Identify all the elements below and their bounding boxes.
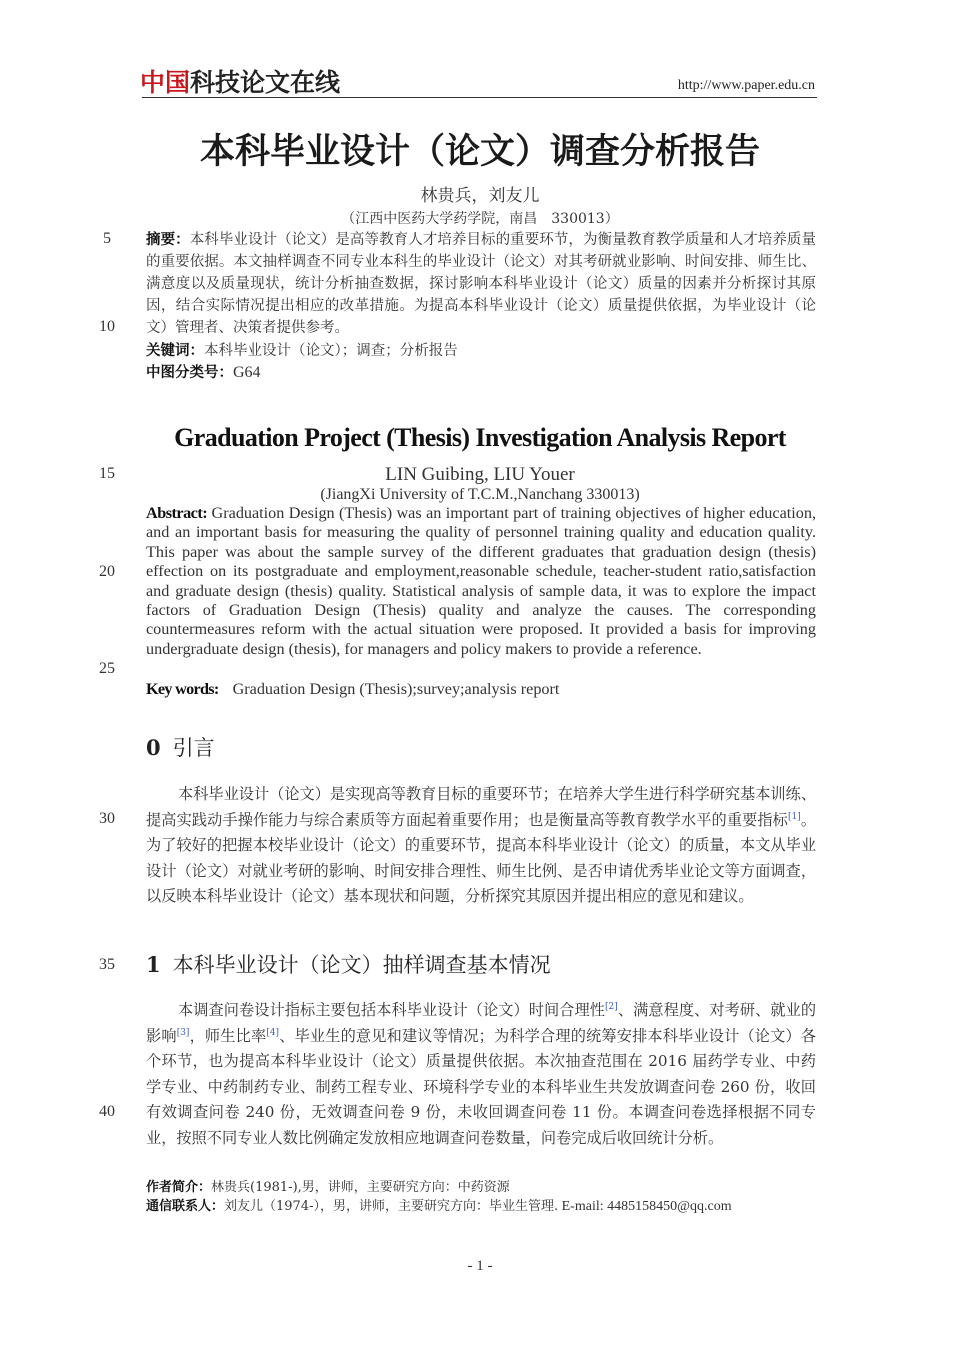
footnote-text: 林贵兵(1981-),男，讲师，主要研究方向：中药资源 [211, 1180, 510, 1195]
paragraph-text: 。为了较好的把握本校毕业设计（论文）的重要环节，提高本科毕业设计（论文）的质量，本文从毕业设计（论文）对就业考研的影响、时间安排合理性、师生比例、是否申请优秀毕业论文等方面调查，以反映本科毕业设计（论文）基本现状和问题，分析探究其原因并提出相应的意见和建议。 [146, 810, 817, 905]
paragraph-text: ，师生比率 [189, 1026, 267, 1045]
footnote-label: 作者简介： [146, 1180, 212, 1195]
keywords-english [146, 679, 816, 699]
logo-dark-text: 科技论文在线 [190, 68, 341, 97]
abstract-text-english: Graduation Design (Thesis) was an important part of training objectives of higher education, and an important basis for measuring the quality of personnel training quality and education quality. This paper was about the sample survey of the different graduates that graduation design (thesis) effection on its postgraduate and employment,reasonable schedule, teacher-student ratio,satisfaction and graduate design (thesis) quality. Statistical analysis of sample data, it was to explore the impact factors of Graduation Design (Thesis) quality and analyze the causes. The corresponding countermeasures reform with the actual situation were proposed. It provided a basis for improving undergraduate design (thesis), for managers and policy makers to provide a reference. [146, 504, 816, 658]
citation-link[interactable]: [1] [787, 811, 801, 822]
site-logo[interactable] [140, 66, 340, 100]
abstract-chinese [146, 229, 816, 339]
line-number: 15 [99, 465, 115, 482]
paragraph-text: 、毕业生的意见和建议等情况；为科学合理的统筹安排本科毕业设计（论文）各个环节，也为提高本科毕业设计（论文）质量提供依据。本次抽查范围在 2016 届药学专业、中药学专业、中药制药专业、制药工程专业、环境科学专业的本科毕业生共发放调查问卷 260 份，收回有效调查问卷 240 份，无效调查问卷 9 份，未收回调查问卷 11 份。本调查问卷选择根据不同专业，按照不同专业人数比例确定发放相应地调查问卷数量，问卷完成后收回统计分析。 [146, 1026, 817, 1147]
keywords-chinese [146, 340, 816, 362]
keywords-text-chinese: 本科毕业设计（论文）；调查；分析报告 [204, 343, 458, 359]
citation-link[interactable]: [2] [605, 1001, 618, 1012]
section-heading-introduction [146, 733, 215, 763]
paragraph-text: 本调查问卷设计指标主要包括本科毕业设计（论文）时间合理性 [178, 1001, 606, 1019]
site-url[interactable]: http://www.paper.edu.cn [677, 78, 815, 93]
line-number: 30 [99, 810, 115, 827]
authors-english: LIN Guibing, LIU Youer [385, 464, 575, 485]
footnote-author-bio [146, 1178, 816, 1197]
line-number: 5 [103, 230, 111, 247]
logo-red-text: 中国 [140, 68, 191, 97]
citation-link[interactable]: [4] [266, 1027, 280, 1038]
section-number: 1 [146, 952, 161, 977]
section-title: 本科毕业设计（论文）抽样调查基本情况 [172, 953, 551, 977]
section-title: 引言 [172, 736, 215, 760]
classification-label: 中图分类号： [146, 365, 233, 381]
classification-number [146, 362, 816, 384]
classification-value: G64 [233, 364, 261, 381]
title-chinese: 本科毕业设计（论文）调查分析报告 [199, 132, 760, 172]
paragraph-text: 、满意程度、对考研、就业的影响 [146, 1001, 817, 1045]
keywords-label-chinese: 关键词： [146, 343, 204, 359]
line-number: 35 [99, 956, 115, 973]
keywords-text-english: Graduation Design (Thesis);survey;analysis report [232, 680, 560, 698]
header-divider [142, 97, 817, 98]
footnote-label: 通信联系人： [146, 1199, 225, 1214]
line-number: 25 [99, 660, 115, 677]
footnote-text: 刘友儿（1974-），男，讲师，主要研究方向：毕业生管理. [224, 1199, 559, 1214]
section-heading-survey [146, 950, 551, 980]
line-number: 10 [99, 318, 115, 335]
abstract-label-chinese: 摘要： [146, 232, 190, 248]
authors-chinese: 林贵兵，刘友儿 [420, 186, 540, 206]
survey-paragraph [146, 998, 816, 1151]
title-english: Graduation Project (Thesis) Investigation Analysis Report [174, 423, 786, 452]
paragraph-text: 本科毕业设计（论文）是实现高等教育目标的重要环节；在培养大学生进行科学研究基本训练、提高实践动手操作能力与综合素质等方面起着重要作用；也是衡量高等教育教学水平的重要指标 [146, 785, 816, 829]
affiliation-english: (JiangXi University of T.C.M.,Nanchang 330013) [320, 486, 640, 503]
footnote-contact [146, 1197, 816, 1216]
introduction-paragraph [146, 782, 816, 910]
line-number: 40 [99, 1103, 115, 1120]
citation-link[interactable]: [3] [176, 1027, 190, 1038]
page-number: - 1 - [467, 1258, 493, 1274]
abstract-text-chinese: 本科毕业设计（论文）是高等教育人才培养目标的重要环节，为衡量教育教学质量和人才培养质量的重要依据。本文抽样调查不同专业本科生的毕业设计（论文）对其考研就业影响、时间安排、师生比、满意度以及质量现状，统计分析抽查数据，探讨影响本科毕业设计（论文）质量的因素并分析探讨其原因，结合实际情况提出相应的改革措施。为提高本科毕业设计（论文）质量提供依据，为毕业设计（论文）管理者、决策者提供参考。 [146, 232, 816, 336]
contact-email[interactable]: E-mail: 4485158450@qq.com [558, 1199, 732, 1214]
section-number: 0 [146, 735, 161, 760]
keywords-label-english: Key words: [146, 680, 219, 698]
abstract-label-english: Abstract: [146, 504, 208, 522]
line-number: 20 [99, 563, 115, 580]
affiliation-chinese: （江西中医药大学药学院，南昌 330013） [341, 211, 619, 227]
abstract-english [146, 504, 816, 659]
